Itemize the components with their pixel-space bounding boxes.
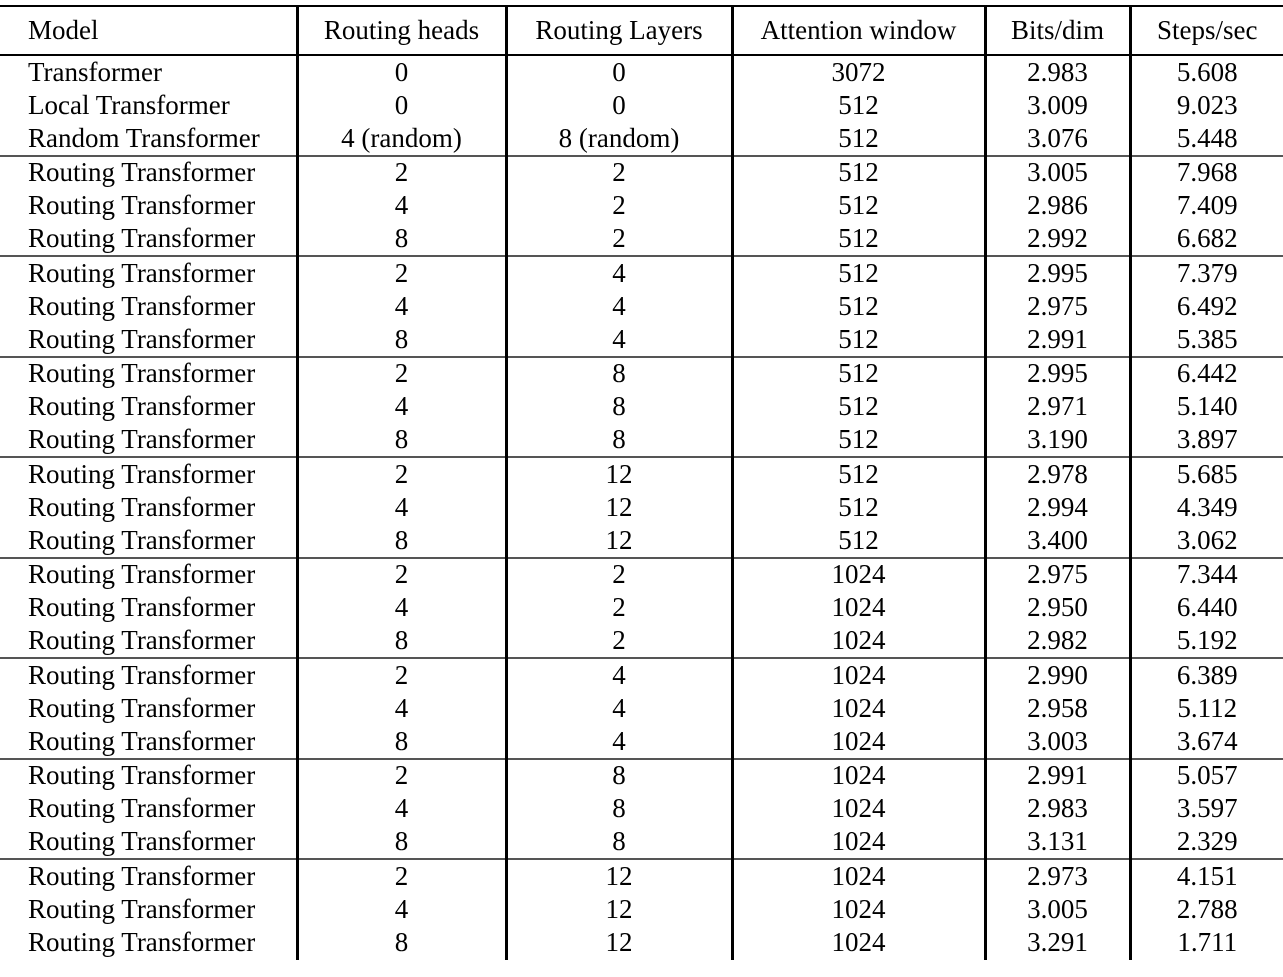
steps-per-sec-cell: 5.685 [1130, 457, 1283, 491]
routing-layers-cell: 4 [506, 658, 732, 692]
table-row [0, 223, 1283, 257]
bits-per-dim-cell: 3.005 [985, 156, 1130, 190]
table-row [0, 926, 1283, 960]
model-cell: Routing Transformer [28, 524, 256, 555]
model-cell: Routing Transformer [28, 424, 256, 455]
table-row [0, 457, 1283, 491]
routing-layers-cell: 8 [506, 357, 732, 391]
routing-heads-cell: 4 (random) [297, 122, 506, 156]
table-row [0, 189, 1283, 223]
routing-layers-cell: 2 [506, 156, 732, 190]
attention-window-cell: 512 [732, 524, 985, 558]
steps-per-sec-cell: 7.344 [1130, 558, 1283, 592]
steps-per-sec-cell: 2.329 [1130, 826, 1283, 860]
model-cell: Routing Transformer [28, 491, 256, 522]
steps-per-sec-cell: 5.057 [1130, 759, 1283, 793]
routing-heads-cell: 4 [297, 792, 506, 826]
column-header-routing-heads: Routing heads [297, 6, 506, 55]
routing-layers-cell: 2 [506, 625, 732, 659]
bits-per-dim-cell: 2.983 [985, 55, 1130, 89]
steps-per-sec-cell: 3.674 [1130, 725, 1283, 759]
row-group [0, 759, 1283, 860]
row-group [0, 256, 1283, 357]
bits-per-dim-cell: 2.973 [985, 859, 1130, 893]
steps-per-sec-cell: 6.389 [1130, 658, 1283, 692]
attention-window-cell: 512 [732, 491, 985, 525]
model-cell: Routing Transformer [28, 157, 256, 188]
routing-layers-cell: 2 [506, 223, 732, 257]
routing-layers-cell: 2 [506, 591, 732, 625]
table-header [0, 6, 1283, 55]
attention-window-cell: 1024 [732, 658, 985, 692]
header-row [0, 6, 1283, 55]
table-row [0, 859, 1283, 893]
model-cell: Routing Transformer [28, 826, 256, 857]
routing-layers-cell: 12 [506, 491, 732, 525]
routing-layers-cell: 8 [506, 424, 732, 458]
routing-heads-cell: 4 [297, 491, 506, 525]
row-group [0, 457, 1283, 558]
attention-window-cell: 512 [732, 323, 985, 357]
row-group [0, 156, 1283, 257]
routing-heads-cell: 8 [297, 524, 506, 558]
bits-per-dim-cell: 2.950 [985, 591, 1130, 625]
bits-per-dim-cell: 3.400 [985, 524, 1130, 558]
steps-per-sec-cell: 3.062 [1130, 524, 1283, 558]
column-header-attention-window: Attention window [732, 6, 985, 55]
model-cell: Routing Transformer [28, 692, 256, 723]
attention-window-cell: 512 [732, 390, 985, 424]
steps-per-sec-cell: 5.112 [1130, 692, 1283, 726]
routing-heads-cell: 2 [297, 859, 506, 893]
attention-window-cell: 512 [732, 457, 985, 491]
attention-window-cell: 512 [732, 256, 985, 290]
routing-heads-cell: 4 [297, 390, 506, 424]
attention-window-cell: 512 [732, 89, 985, 123]
table-row [0, 55, 1283, 89]
attention-window-cell: 1024 [732, 625, 985, 659]
row-group [0, 859, 1283, 960]
routing-layers-cell: 4 [506, 323, 732, 357]
table-row [0, 826, 1283, 860]
routing-heads-cell: 4 [297, 893, 506, 927]
attention-window-cell: 1024 [732, 591, 985, 625]
routing-layers-cell: 4 [506, 256, 732, 290]
bits-per-dim-cell: 2.991 [985, 323, 1130, 357]
attention-window-cell: 512 [732, 223, 985, 257]
column-header-bits-per-dim: Bits/dim [985, 6, 1130, 55]
table-row [0, 122, 1283, 156]
routing-heads-cell: 0 [297, 89, 506, 123]
steps-per-sec-cell: 6.682 [1130, 223, 1283, 257]
routing-heads-cell: 4 [297, 290, 506, 324]
table-row [0, 89, 1283, 123]
bits-per-dim-cell: 2.995 [985, 256, 1130, 290]
routing-layers-cell: 4 [506, 290, 732, 324]
steps-per-sec-cell: 9.023 [1130, 89, 1283, 123]
routing-heads-cell: 2 [297, 658, 506, 692]
bits-per-dim-cell: 3.009 [985, 89, 1130, 123]
model-cell: Routing Transformer [28, 257, 256, 288]
bits-per-dim-cell: 2.971 [985, 390, 1130, 424]
column-header-routing-layers: Routing Layers [506, 6, 732, 55]
routing-heads-cell: 8 [297, 826, 506, 860]
table-row [0, 725, 1283, 759]
routing-heads-cell: 8 [297, 223, 506, 257]
steps-per-sec-cell: 5.140 [1130, 390, 1283, 424]
bits-per-dim-cell: 2.982 [985, 625, 1130, 659]
routing-layers-cell: 8 [506, 826, 732, 860]
attention-window-cell: 512 [732, 290, 985, 324]
table-row [0, 156, 1283, 190]
routing-heads-cell: 2 [297, 759, 506, 793]
bits-per-dim-cell: 2.986 [985, 189, 1130, 223]
routing-layers-cell: 2 [506, 558, 732, 592]
routing-layers-cell: 0 [506, 55, 732, 89]
routing-layers-cell: 4 [506, 692, 732, 726]
bits-per-dim-cell: 2.975 [985, 558, 1130, 592]
table-row [0, 558, 1283, 592]
model-cell: Routing Transformer [28, 659, 256, 690]
model-cell: Routing Transformer [28, 290, 256, 321]
table-row [0, 625, 1283, 659]
routing-heads-cell: 8 [297, 323, 506, 357]
routing-layers-cell: 2 [506, 189, 732, 223]
routing-heads-cell: 2 [297, 256, 506, 290]
bits-per-dim-cell: 3.291 [985, 926, 1130, 960]
routing-heads-cell: 8 [297, 625, 506, 659]
attention-window-cell: 1024 [732, 826, 985, 860]
steps-per-sec-cell: 6.492 [1130, 290, 1283, 324]
steps-per-sec-cell: 7.968 [1130, 156, 1283, 190]
table-row [0, 357, 1283, 391]
model-cell: Routing Transformer [28, 323, 256, 354]
column-header-model: Model [0, 6, 297, 55]
model-cell: Routing Transformer [28, 559, 256, 590]
attention-window-cell: 512 [732, 189, 985, 223]
routing-layers-cell: 12 [506, 457, 732, 491]
model-cell: Routing Transformer [28, 458, 256, 489]
routing-layers-cell: 12 [506, 859, 732, 893]
attention-window-cell: 512 [732, 156, 985, 190]
results-table [0, 5, 1283, 960]
table-row [0, 256, 1283, 290]
row-group [0, 55, 1283, 156]
attention-window-cell: 1024 [732, 893, 985, 927]
model-cell: Routing Transformer [28, 190, 256, 221]
attention-window-cell: 1024 [732, 792, 985, 826]
steps-per-sec-cell: 3.597 [1130, 792, 1283, 826]
routing-heads-cell: 4 [297, 692, 506, 726]
column-header-steps-per-sec: Steps/sec [1130, 6, 1283, 55]
attention-window-cell: 1024 [732, 926, 985, 960]
routing-heads-cell: 2 [297, 357, 506, 391]
steps-per-sec-cell: 3.897 [1130, 424, 1283, 458]
attention-window-cell: 3072 [732, 55, 985, 89]
table-row [0, 290, 1283, 324]
bits-per-dim-cell: 3.131 [985, 826, 1130, 860]
row-group [0, 558, 1283, 659]
table-row [0, 893, 1283, 927]
model-cell: Routing Transformer [28, 625, 256, 656]
bits-per-dim-cell: 2.978 [985, 457, 1130, 491]
routing-heads-cell: 8 [297, 926, 506, 960]
steps-per-sec-cell: 5.608 [1130, 55, 1283, 89]
attention-window-cell: 512 [732, 424, 985, 458]
routing-layers-cell: 0 [506, 89, 732, 123]
attention-window-cell: 1024 [732, 859, 985, 893]
attention-window-cell: 1024 [732, 759, 985, 793]
steps-per-sec-cell: 5.448 [1130, 122, 1283, 156]
model-cell: Routing Transformer [28, 927, 256, 958]
steps-per-sec-cell: 2.788 [1130, 893, 1283, 927]
bits-per-dim-cell: 3.005 [985, 893, 1130, 927]
table-row [0, 792, 1283, 826]
attention-window-cell: 1024 [732, 692, 985, 726]
model-cell: Routing Transformer [28, 358, 256, 389]
model-cell: Routing Transformer [28, 893, 256, 924]
attention-window-cell: 512 [732, 122, 985, 156]
routing-heads-cell: 2 [297, 457, 506, 491]
bits-per-dim-cell: 2.958 [985, 692, 1130, 726]
row-group [0, 658, 1283, 759]
model-cell: Routing Transformer [28, 223, 256, 254]
attention-window-cell: 1024 [732, 725, 985, 759]
steps-per-sec-cell: 6.442 [1130, 357, 1283, 391]
routing-layers-cell: 8 [506, 792, 732, 826]
routing-heads-cell: 8 [297, 424, 506, 458]
model-cell: Routing Transformer [28, 760, 256, 791]
model-cell: Routing Transformer [28, 725, 256, 756]
table-row [0, 658, 1283, 692]
bits-per-dim-cell: 3.003 [985, 725, 1130, 759]
steps-per-sec-cell: 5.385 [1130, 323, 1283, 357]
bits-per-dim-cell: 3.190 [985, 424, 1130, 458]
model-cell: Local Transformer [28, 89, 230, 120]
steps-per-sec-cell: 7.409 [1130, 189, 1283, 223]
bits-per-dim-cell: 2.994 [985, 491, 1130, 525]
routing-layers-cell: 8 (random) [506, 122, 732, 156]
table-row [0, 692, 1283, 726]
routing-heads-cell: 0 [297, 55, 506, 89]
routing-layers-cell: 4 [506, 725, 732, 759]
bits-per-dim-cell: 2.995 [985, 357, 1130, 391]
routing-layers-cell: 8 [506, 390, 732, 424]
table-row [0, 759, 1283, 793]
routing-layers-cell: 12 [506, 893, 732, 927]
bits-per-dim-cell: 2.991 [985, 759, 1130, 793]
attention-window-cell: 1024 [732, 558, 985, 592]
table-row [0, 491, 1283, 525]
bits-per-dim-cell: 2.975 [985, 290, 1130, 324]
bits-per-dim-cell: 2.992 [985, 223, 1130, 257]
table-row [0, 424, 1283, 458]
steps-per-sec-cell: 5.192 [1130, 625, 1283, 659]
model-cell: Routing Transformer [28, 793, 256, 824]
table-row [0, 591, 1283, 625]
attention-window-cell: 512 [732, 357, 985, 391]
steps-per-sec-cell: 1.711 [1130, 926, 1283, 960]
routing-heads-cell: 4 [297, 591, 506, 625]
bits-per-dim-cell: 3.076 [985, 122, 1130, 156]
routing-layers-cell: 12 [506, 524, 732, 558]
table-row [0, 524, 1283, 558]
bits-per-dim-cell: 2.983 [985, 792, 1130, 826]
routing-heads-cell: 2 [297, 156, 506, 190]
steps-per-sec-cell: 4.349 [1130, 491, 1283, 525]
row-group [0, 357, 1283, 458]
routing-heads-cell: 2 [297, 558, 506, 592]
table-row [0, 323, 1283, 357]
model-cell: Transformer [28, 56, 162, 87]
routing-heads-cell: 4 [297, 189, 506, 223]
table-row [0, 390, 1283, 424]
steps-per-sec-cell: 4.151 [1130, 859, 1283, 893]
routing-layers-cell: 12 [506, 926, 732, 960]
steps-per-sec-cell: 7.379 [1130, 256, 1283, 290]
steps-per-sec-cell: 6.440 [1130, 591, 1283, 625]
routing-heads-cell: 8 [297, 725, 506, 759]
routing-layers-cell: 8 [506, 759, 732, 793]
model-cell: Routing Transformer [28, 391, 256, 422]
bits-per-dim-cell: 2.990 [985, 658, 1130, 692]
model-cell: Random Transformer [28, 122, 260, 153]
model-cell: Routing Transformer [28, 860, 256, 891]
model-cell: Routing Transformer [28, 592, 256, 623]
